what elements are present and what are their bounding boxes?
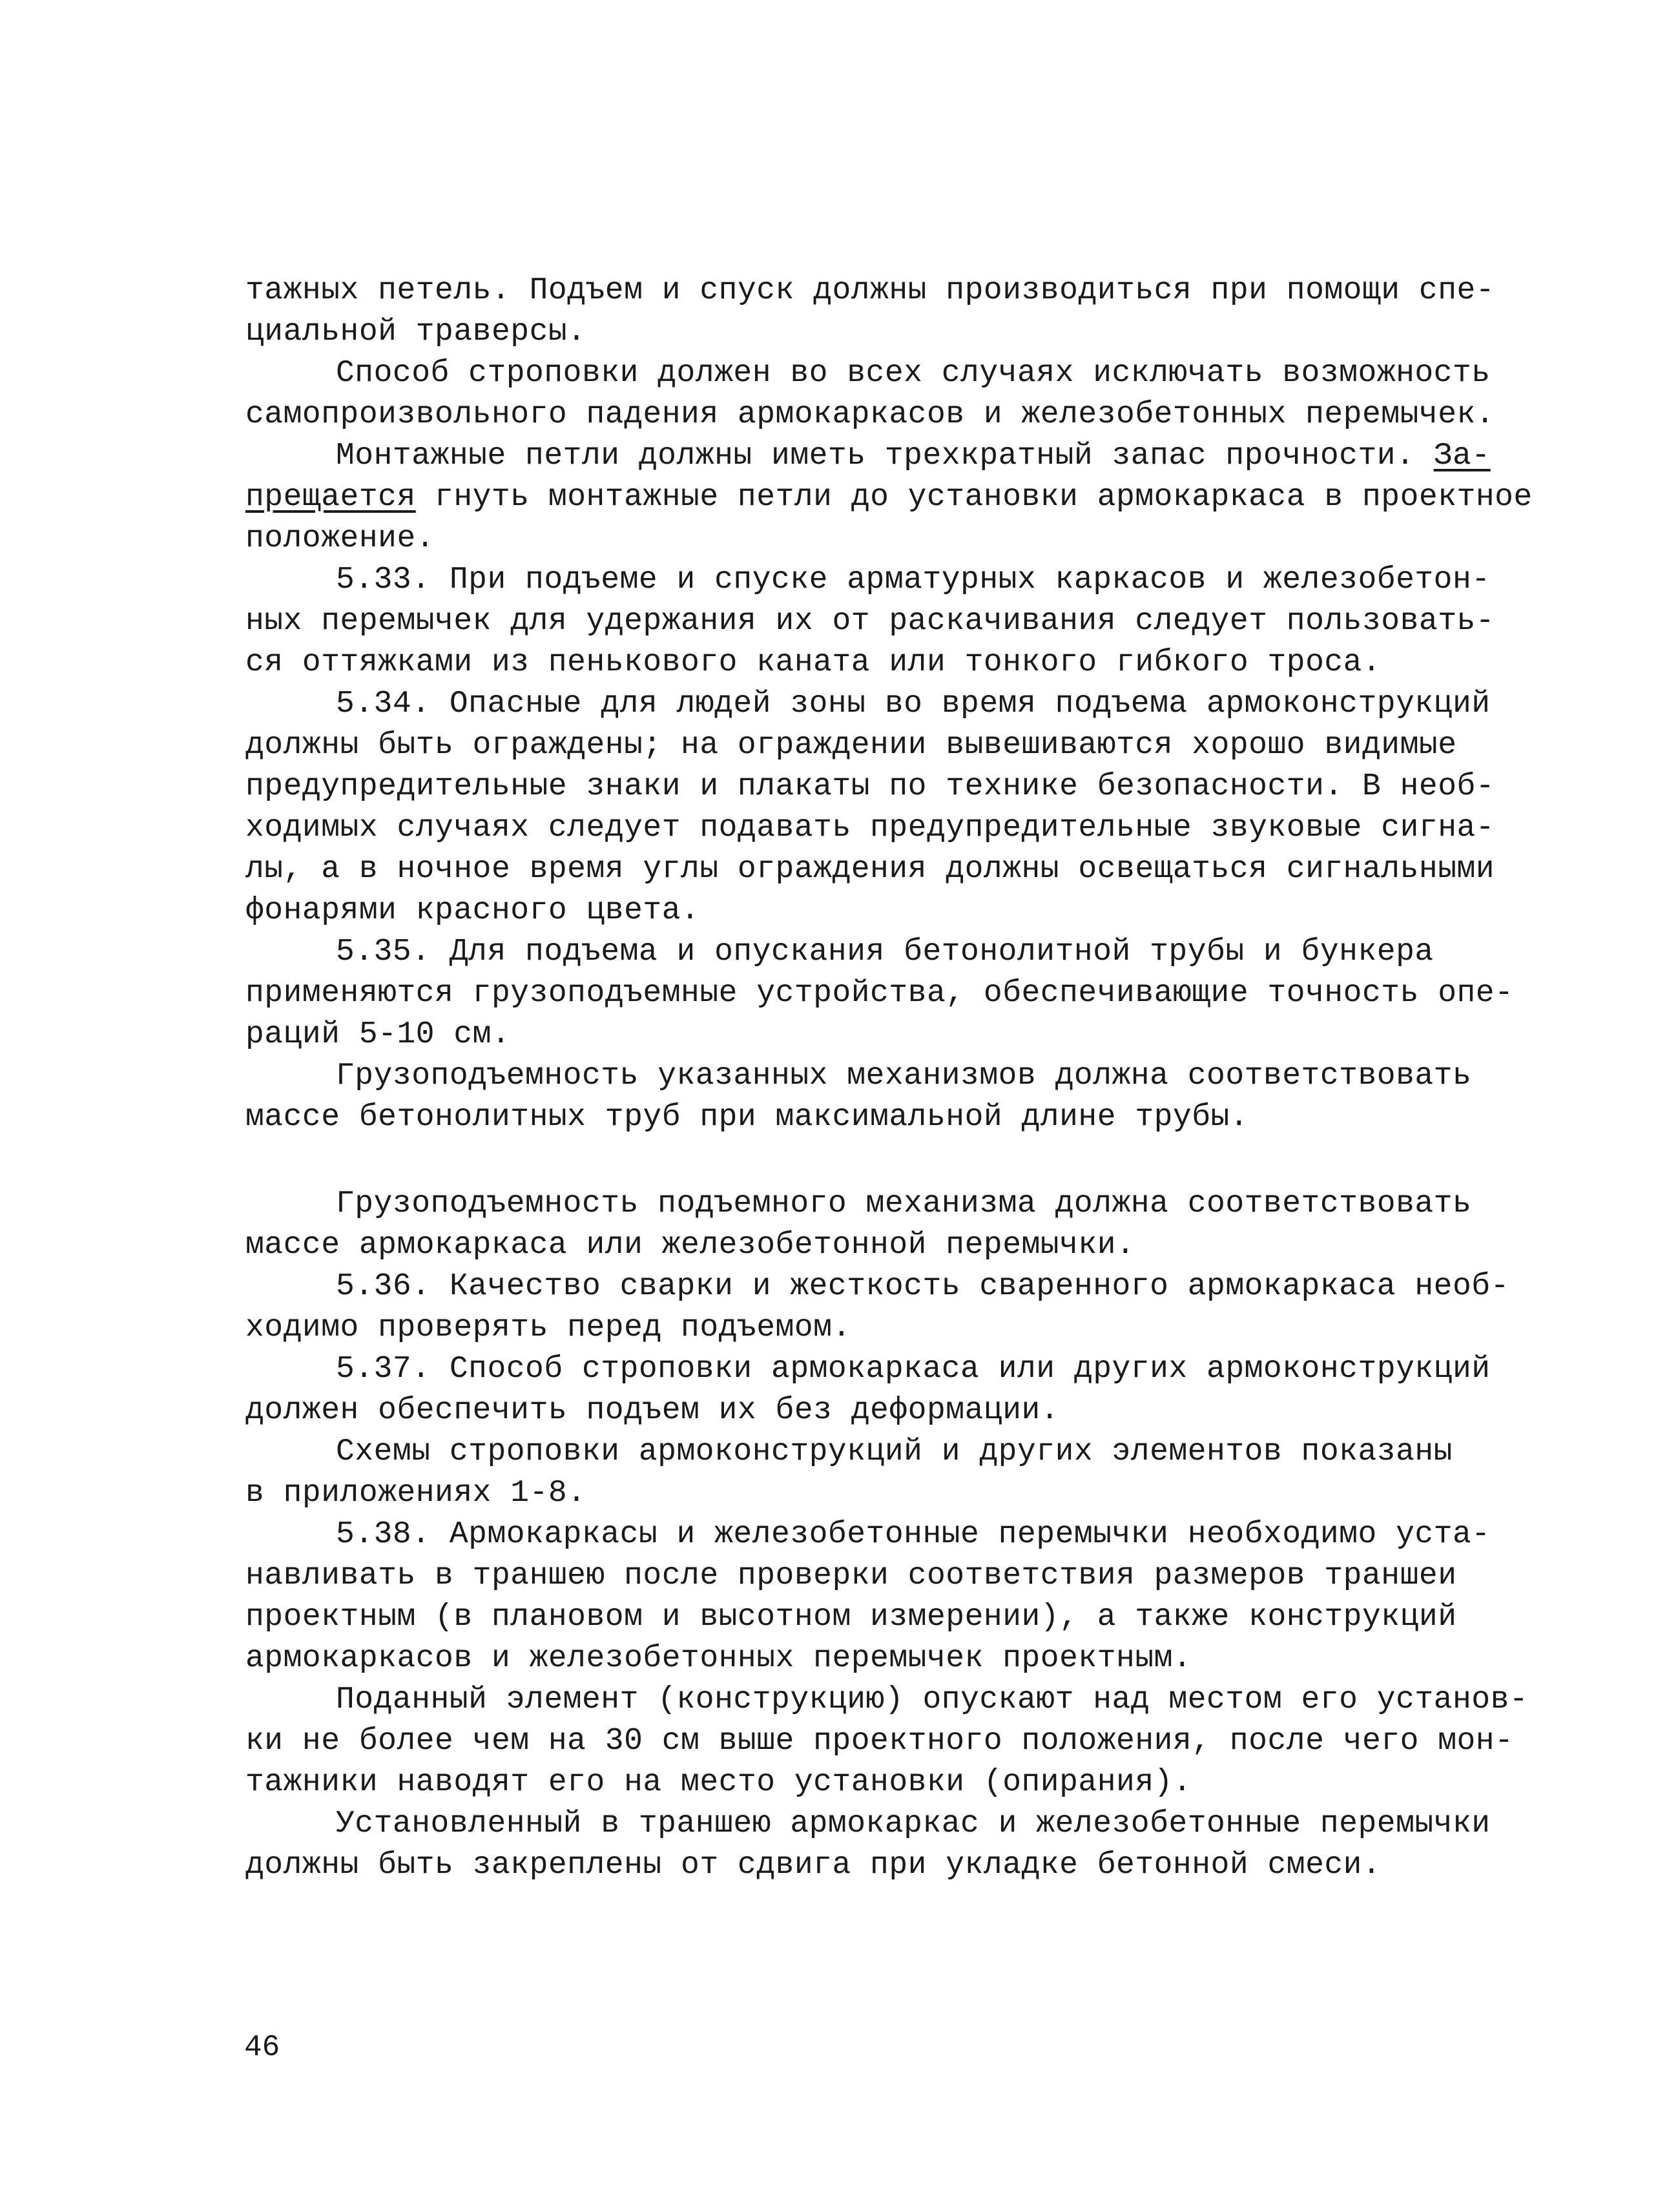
text-line: должны быть ограждены; на ограждении вывешиваются хорошо видимые: [245, 728, 1457, 763]
text-line: 5.36. Качество сварки и жесткость сваренного армокаркаса необ-: [336, 1269, 1509, 1304]
text-line: проектным (в плановом и высотном измерении), а также конструкций: [245, 1600, 1457, 1635]
text-line: массе армокаркаса или железобетонной перемычки.: [245, 1228, 1135, 1263]
text-line: навливать в траншею после проверки соответствия размеров траншеи: [245, 1558, 1457, 1593]
text-line: должен обеспечить подъем их без деформации.: [245, 1393, 1060, 1428]
text-line: Поданный элемент (конструкцию) опускают над местом его установ-: [336, 1682, 1529, 1717]
text-line: 5.38. Армокаркасы и железобетонные перемычки необходимо уста-: [336, 1517, 1491, 1552]
text-line: 5.33. При подъеме и спуске арматурных каркасов и железобетон-: [336, 563, 1491, 597]
text-line: самопроизвольного падения армокаркасов и железобетонных перемычек.: [245, 397, 1495, 432]
text-span: гнуть монтажные петли до установки армокаркаса в проектное: [415, 480, 1533, 515]
text-line: армокаркасов и железобетонных перемычек проектным.: [245, 1641, 1192, 1676]
text-line: в приложениях 1-8.: [245, 1476, 586, 1511]
text-line: циальной траверсы.: [245, 315, 586, 349]
text-line: лы, а в ночное время углы ограждения должны освещаться сигнальными: [245, 852, 1495, 887]
page-number: 46: [244, 2031, 280, 2064]
text-line: [336, 435, 1491, 477]
text-line: предупредительные знаки и плакаты по технике безопасности. В необ-: [245, 769, 1495, 804]
text-line: должны быть закреплены от сдвига при укладке бетонной смеси.: [245, 1848, 1382, 1883]
text-line: 5.37. Способ строповки армокаркаса или других армоконструкций: [336, 1352, 1491, 1387]
text-line: ных перемычек для удержания их от раскачивания следует пользовать-: [245, 604, 1495, 639]
text-line: массе бетонолитных труб при максимальной длине трубы.: [245, 1100, 1249, 1135]
text-span: Монтажные петли должны иметь трехкратный запас прочности.: [336, 439, 1415, 473]
text-line: Грузоподъемность указанных механизмов должна соответствовать: [336, 1059, 1472, 1093]
underlined-text: За-: [1433, 439, 1491, 473]
text-line: тажники наводят его на место установки (опирания).: [245, 1765, 1192, 1800]
text-line: положение.: [245, 521, 435, 556]
text-line: ки не более чем на 30 см выше проектного положения, после чего мон-: [245, 1724, 1514, 1759]
text-line: [245, 477, 1533, 518]
text-line: 5.35. Для подъема и опускания бетонолитной трубы и бункера: [336, 935, 1434, 969]
text-line: раций 5-10 см.: [245, 1017, 511, 1052]
text-line: тажных петель. Подъем и спуск должны производиться при помощи спе-: [245, 273, 1495, 308]
text-line: Грузоподъемность подъемного механизма должна соответствовать: [336, 1186, 1472, 1221]
text-line: ся оттяжками из пенькового каната или тонкого гибкого троса.: [245, 645, 1382, 680]
underlined-text: прещается: [245, 480, 416, 515]
text-line: Схемы строповки армоконструкций и других элементов показаны: [336, 1434, 1453, 1469]
text-line: ходимо проверять перед подъемом.: [245, 1310, 851, 1345]
text-line: 5.34. Опасные для людей зоны во время подъема армоконструкций: [336, 687, 1491, 721]
text-line: Установленный в траншею армокаркас и железобетонные перемычки: [336, 1806, 1491, 1841]
text-line: ходимых случаях следует подавать предупредительные звуковые сигна-: [245, 811, 1495, 845]
text-line: применяются грузоподъемные устройства, обеспечивающие точность опе-: [245, 976, 1514, 1011]
text-line: фонарями красного цвета.: [245, 893, 700, 928]
text-line: Способ строповки должен во всех случаях исключать возможность: [336, 356, 1491, 391]
